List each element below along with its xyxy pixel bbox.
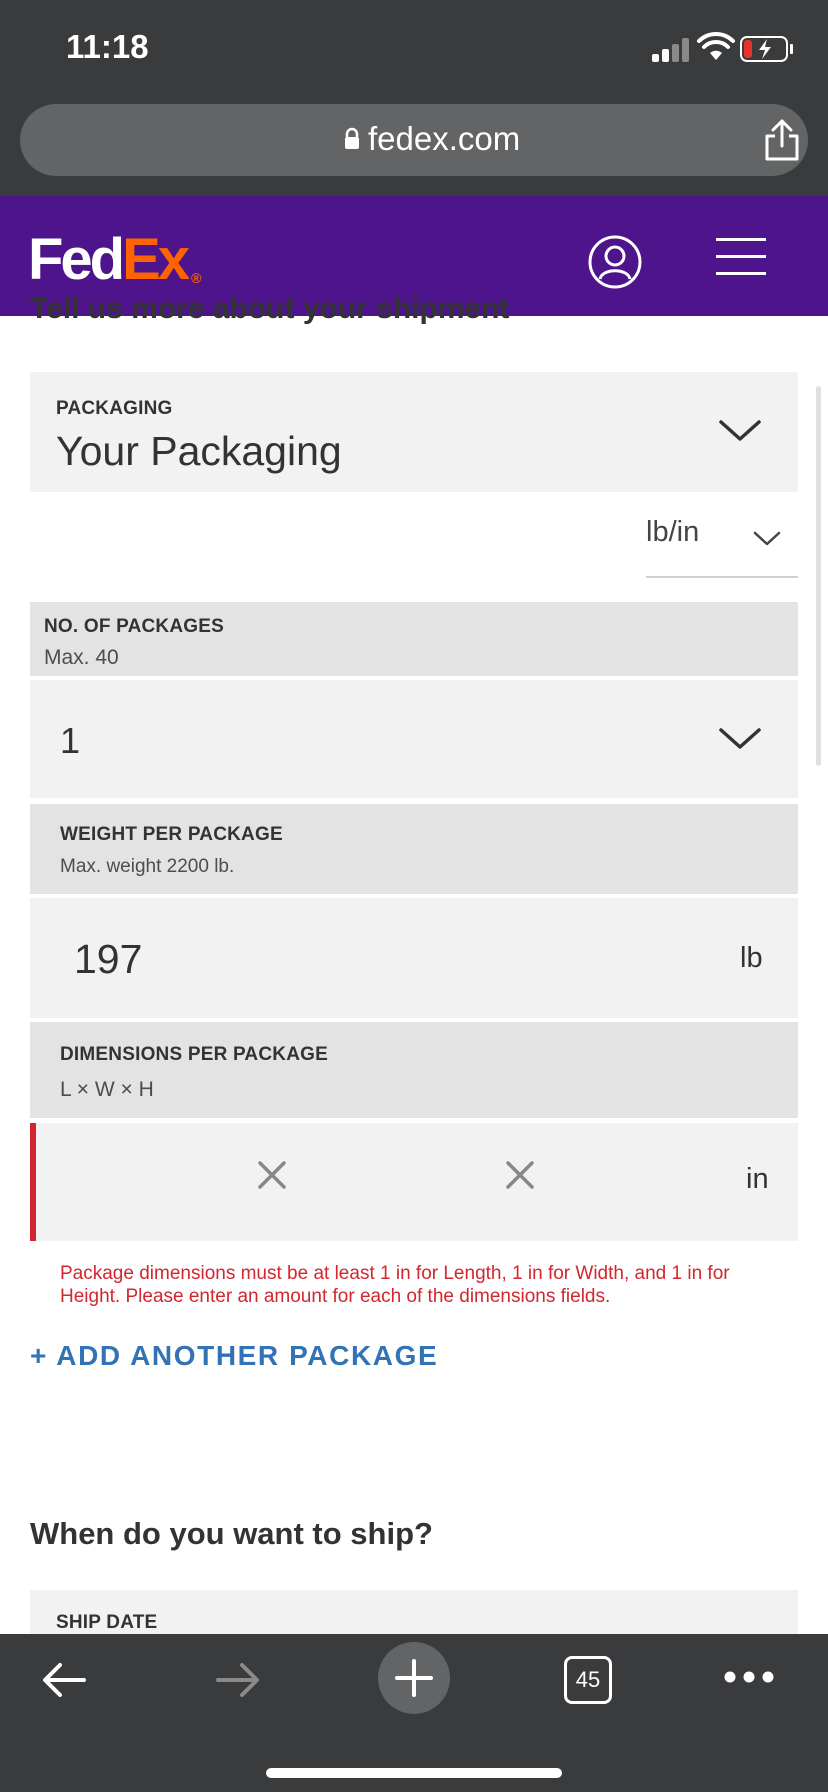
times-icon [252, 1155, 292, 1195]
units-value: lb/in [646, 516, 700, 548]
dimensions-error-message: Package dimensions must be at least 1 in for Length, 1 in for Width, and 1 in for Height. Please enter an amount for each of the dimensions fields. [60, 1263, 730, 1307]
plus-icon [394, 1658, 434, 1698]
status-bar [0, 0, 828, 96]
add-another-package-link[interactable]: + ADD ANOTHER PACKAGE [30, 1340, 439, 1371]
dimensions-unit: in [746, 1163, 769, 1195]
cellular-signal-icon [652, 38, 692, 62]
num-packages-header [30, 602, 798, 676]
chevron-down-icon [718, 418, 762, 444]
weight-unit: lb [740, 942, 763, 974]
back-arrow-icon[interactable] [40, 1660, 88, 1700]
share-icon[interactable] [762, 118, 802, 162]
weight-label: WEIGHT PER PACKAGE [60, 824, 283, 845]
packaging-label: PACKAGING [56, 398, 173, 419]
ship-date-label: SHIP DATE [56, 1612, 158, 1633]
scrollbar[interactable] [816, 386, 821, 766]
chevron-down-icon [752, 530, 782, 548]
weight-value: 197 [74, 936, 143, 982]
wifi-icon [698, 34, 734, 62]
ship-heading: When do you want to ship? [30, 1516, 433, 1551]
packaging-select[interactable] [30, 372, 798, 492]
weight-input[interactable] [30, 898, 798, 1018]
num-packages-max: Max. 40 [44, 646, 119, 669]
dimensions-label: DIMENSIONS PER PACKAGE [60, 1044, 328, 1065]
weight-header [30, 804, 798, 894]
num-packages-label: NO. OF PACKAGES [44, 616, 224, 637]
forward-arrow-icon[interactable] [214, 1660, 262, 1700]
dimensions-input-group[interactable] [30, 1123, 798, 1241]
more-options-icon[interactable] [724, 1670, 774, 1684]
units-select[interactable] [646, 512, 798, 578]
url-bar[interactable] [20, 104, 808, 176]
fedex-logo[interactable]: FedEx ® [28, 227, 202, 292]
hamburger-menu-icon[interactable] [716, 236, 766, 276]
section-title: Tell us more about your shipment [30, 292, 510, 325]
lock-icon [344, 128, 360, 150]
battery-charging-icon [740, 36, 794, 62]
browser-toolbar [0, 1634, 828, 1792]
home-indicator[interactable] [266, 1768, 562, 1778]
tabs-button[interactable]: 45 [564, 1656, 612, 1704]
shipment-form [0, 292, 828, 1634]
num-packages-select[interactable] [30, 680, 798, 798]
dimensions-header [30, 1022, 798, 1118]
packaging-value: Your Packaging [56, 428, 342, 474]
chevron-down-icon [718, 726, 762, 752]
times-icon [500, 1155, 540, 1195]
new-tab-button[interactable] [378, 1642, 450, 1714]
num-packages-value: 1 [60, 720, 81, 761]
status-time: 11:18 [66, 28, 149, 65]
url-text: fedex.com [368, 120, 521, 157]
weight-max: Max. weight 2200 lb. [60, 856, 235, 877]
account-icon[interactable] [587, 234, 643, 290]
dimensions-format: L × W × H [60, 1078, 154, 1101]
